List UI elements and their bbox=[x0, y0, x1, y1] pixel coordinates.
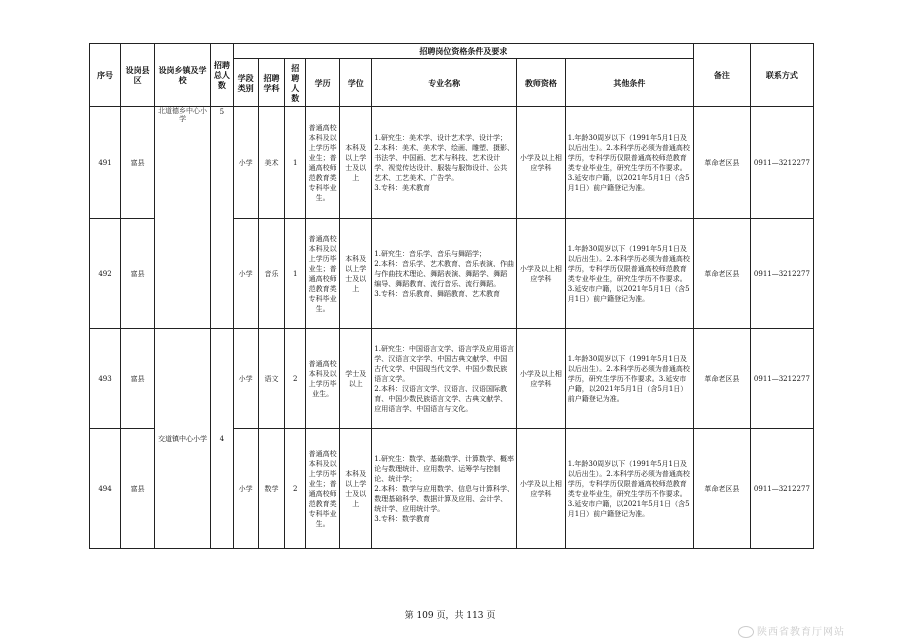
education-cell: 普通高校本科及以上学历毕业生；普通高校师范教育类专科毕业生。 bbox=[306, 219, 340, 329]
teacher-cert-cell: 小学及以上相应学科 bbox=[517, 329, 566, 429]
degree-cell: 本科及以上学士及以上 bbox=[340, 219, 372, 329]
serial-cell: 492 bbox=[90, 219, 121, 329]
degree-cell: 本科及以上学士及以上 bbox=[340, 107, 372, 219]
education-cell: 普通高校本科及以上学历毕业生；普通高校师范教育类专科毕业生。 bbox=[306, 429, 340, 549]
teacher-cert-cell: 小学及以上相应学科 bbox=[517, 219, 566, 329]
other-cell: 1.年龄30周岁以下（1991年5月1日及以后出生）。2.本科学历必须为普通高校学历，专科学历仅限普通高校师范教育类专业毕业生，研究生学历不作要求。3.延安市户籍，以2021年5月1日（含5月1日）前户籍登记为准。 bbox=[565, 107, 693, 219]
count-cell: 2 bbox=[285, 329, 306, 429]
other-cell: 1.年龄30周岁以下（1991年5月1日及以后出生）。2.本科学历必须为普通高校学历，专科学历仅限普通高校师范教育类专业毕业生，研究生学历不作要求。3.延安市户籍，以2021年5月1日（含5月1日）前户籍登记为准。 bbox=[565, 429, 693, 549]
subject-cell: 语文 bbox=[258, 329, 285, 429]
header-qualification-group: 招聘岗位资格条件及要求 bbox=[233, 44, 693, 59]
header-school: 设岗乡镇及学校 bbox=[155, 44, 211, 107]
contact-cell: 0911—3212277 bbox=[750, 107, 813, 219]
degree-cell: 本科及以上学士及以上 bbox=[340, 429, 372, 549]
contact-cell: 0911—3212277 bbox=[750, 329, 813, 429]
subject-cell: 美术 bbox=[258, 107, 285, 219]
count-cell: 1 bbox=[285, 107, 306, 219]
stage-cell: 小学 bbox=[233, 107, 258, 219]
header-contact: 联系方式 bbox=[750, 44, 813, 107]
serial-cell: 491 bbox=[90, 107, 121, 219]
count-cell: 1 bbox=[285, 219, 306, 329]
education-cell: 普通高校本科及以上学历毕业生；普通高校师范教育类专科毕业生。 bbox=[306, 107, 340, 219]
stage-cell: 小学 bbox=[233, 429, 258, 549]
header-count: 招聘人数 bbox=[285, 59, 306, 107]
header-other: 其他条件 bbox=[565, 59, 693, 107]
note-cell: 革命老区县 bbox=[693, 429, 750, 549]
header-education: 学历 bbox=[306, 59, 340, 107]
serial-cell: 493 bbox=[90, 329, 121, 429]
school-name: 北道德乡中心小学 bbox=[158, 107, 208, 123]
note-cell: 革命老区县 bbox=[693, 107, 750, 219]
degree-cell: 学士及以上 bbox=[340, 329, 372, 429]
total-cell: 5 bbox=[210, 107, 233, 329]
subject-cell: 数学 bbox=[258, 429, 285, 549]
header-note: 备注 bbox=[693, 44, 750, 107]
school-cell: 交道镇中心小学 bbox=[155, 329, 211, 549]
county-cell: 富县 bbox=[121, 219, 155, 329]
contact-cell: 0911—3212277 bbox=[750, 219, 813, 329]
school-cell bbox=[155, 107, 211, 329]
stage-cell: 小学 bbox=[233, 329, 258, 429]
major-cell: 1.研究生：音乐学、音乐与舞蹈学； 2.本科：音乐学、艺术教育、音乐表演、作曲与作曲技术理论、舞蹈表演、舞蹈学、舞蹈编导、舞蹈教育、流行音乐、流行舞蹈。 3.专科：音乐教育、舞蹈教育、艺术教育 bbox=[372, 219, 517, 329]
table-row bbox=[90, 329, 814, 429]
header-degree: 学位 bbox=[340, 59, 372, 107]
header-teacher-cert: 教师资格 bbox=[517, 59, 566, 107]
major-cell: 1.研究生：数学、基础数学、计算数学、概率论与数理统计、应用数学、运筹学与控制论、统计学； 2.本科：数学与应用数学、信息与计算科学、数理基础科学、数据计算及应用、会计学、统计学、应用统计学。 3.专科：数学教育 bbox=[372, 429, 517, 549]
header-serial: 序号 bbox=[90, 44, 121, 107]
header-major: 专业名称 bbox=[372, 59, 517, 107]
education-cell: 普通高校本科及以上学历毕业生。 bbox=[306, 329, 340, 429]
county-cell: 富县 bbox=[121, 107, 155, 219]
header-total: 招聘总人数 bbox=[210, 44, 233, 107]
recruitment-table bbox=[89, 43, 814, 549]
total-cell: 4 bbox=[210, 329, 233, 549]
teacher-cert-cell: 小学及以上相应学科 bbox=[517, 107, 566, 219]
page-number: 第 109 页，共 113 页 bbox=[404, 611, 496, 621]
note-cell: 革命老区县 bbox=[693, 329, 750, 429]
other-cell: 1.年龄30周岁以下（1991年5月1日及以后出生）。2.本科学历必须为普通高校学历，研究生学历不作要求。3.延安市户籍，以2021年5月1日（含5月1日）前户籍登记为准。 bbox=[565, 329, 693, 429]
county-cell: 富县 bbox=[121, 429, 155, 549]
county-cell: 富县 bbox=[121, 329, 155, 429]
stage-cell: 小学 bbox=[233, 219, 258, 329]
header-subject: 招聘学科 bbox=[258, 59, 285, 107]
count-cell: 2 bbox=[285, 429, 306, 549]
teacher-cert-cell: 小学及以上相应学科 bbox=[517, 429, 566, 549]
serial-cell: 494 bbox=[90, 429, 121, 549]
header-county: 设岗县区 bbox=[121, 44, 155, 107]
watermark-logo-icon bbox=[738, 626, 754, 638]
watermark-text: 陕西省教育厅网站 bbox=[757, 627, 845, 638]
table-row bbox=[90, 107, 814, 219]
note-cell: 革命老区县 bbox=[693, 219, 750, 329]
header-row-1 bbox=[90, 44, 814, 59]
major-cell: 1.研究生：中国语言文学、语言学及应用语言学、汉语言文字学、中国古典文献学、中国古代文学、中国现当代文学、中国少数民族语言文学。 2.本科：汉语言文学、汉语言、汉语国际教育、中国少数民族语言文学、古典文献学、应用语言学、中国语言与文化。 bbox=[372, 329, 517, 429]
header-stage: 学段类别 bbox=[233, 59, 258, 107]
major-cell: 1.研究生：美术学、设计艺术学、设计学； 2.本科：美术、美术学、绘画、雕塑、摄影、书法学、中国画、艺术与科技、艺术设计学、视觉传达设计、服装与服饰设计、公共艺术、工艺美术、广告学。 3.专科：美术教育 bbox=[372, 107, 517, 219]
other-cell: 1.年龄30周岁以下（1991年5月1日及以后出生）。2.本科学历必须为普通高校学历，专科学历仅限普通高校师范教育类专业毕业生，研究生学历不作要求。3.延安市户籍，以2021年5月1日（含5月1日）前户籍登记为准。 bbox=[565, 219, 693, 329]
subject-cell: 音乐 bbox=[258, 219, 285, 329]
contact-cell: 0911—3212277 bbox=[750, 429, 813, 549]
